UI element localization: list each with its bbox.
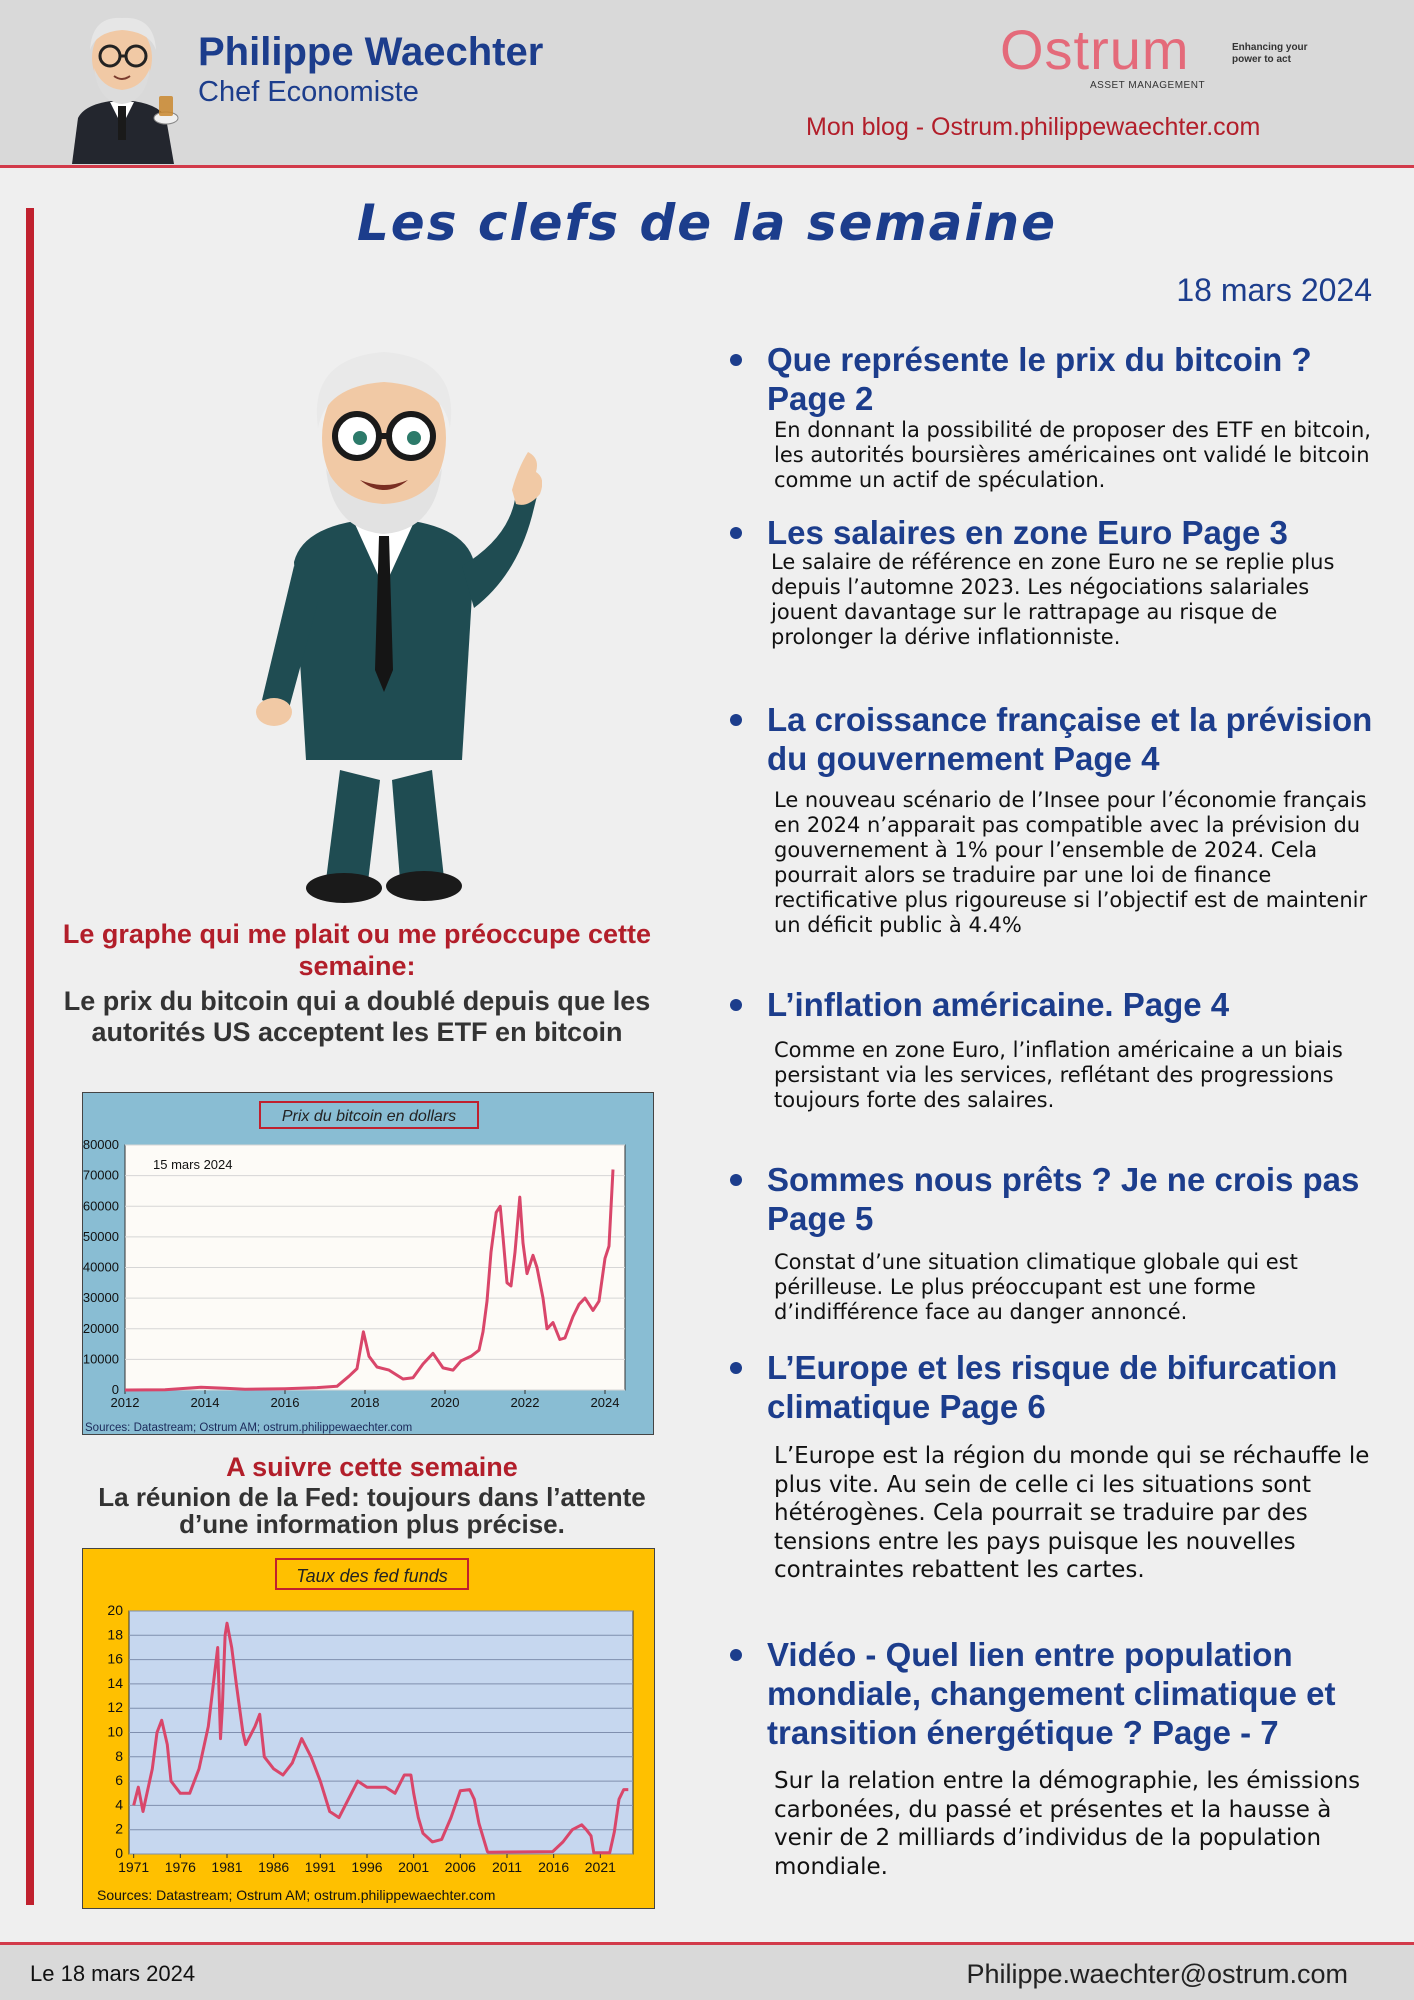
- topic-body: Comme en zone Euro, l’inflation américaine a un biais persistant via les services, reflétant des progressions toujours forte des salaires.: [774, 1038, 1343, 1112]
- x-tick-label: 1981: [211, 1859, 243, 1875]
- issue-date: 18 mars 2024: [1176, 272, 1372, 308]
- topic-body: Le nouveau scénario de l’Insee pour l’économie français en 2024 n’apparait pas compatible avec la prévision du gouvernement à 1% pour l’ensemble de 2024. Cela pourrait alors se traduire par une loi de finance rectificative plus rigoureuse si l’objectif est de maintenir un déficit public à 4.4%: [774, 788, 1368, 937]
- topic-body: L’Europe est la région du monde qui se réchauffe le plus vite. Au sein de celle ci les situations sont hétérogènes. Cela pourrait se traduire par des tensions entre les pays puisque les nouvelles contraintes rebattent les cartes.: [774, 1443, 1370, 1583]
- y-tick-label: 0: [111, 1382, 119, 1397]
- page-title: Les clefs de la semaine: [356, 194, 1058, 252]
- bullet-icon: [730, 1174, 742, 1186]
- topic-body: Constat d’une situation climatique globale qui est périlleuse. Le plus préoccupant est une forme d’indifférence face au danger annoncé.: [774, 1250, 1298, 1324]
- x-tick-label: 1986: [258, 1859, 290, 1875]
- footer-email[interactable]: Philippe.waechter@ostrum.com: [966, 1959, 1348, 1989]
- chart-annotation: 15 mars 2024: [153, 1157, 233, 1172]
- y-tick-label: 10: [107, 1723, 123, 1740]
- bullet-icon: [730, 527, 742, 539]
- bullet-icon: [730, 1362, 742, 1374]
- chart-source: Sources: Datastream; Ostrum AM; ostrum.philippewaechter.com: [85, 1422, 413, 1434]
- x-tick-label: 2011: [491, 1859, 523, 1875]
- graph-section-heading: Le graphe qui me plait ou me préoccupe cette semaine:: [62, 919, 652, 981]
- topic-item-bitcoin: [730, 340, 1380, 500]
- x-tick-label: 2006: [444, 1859, 476, 1875]
- x-tick-label: 2001: [398, 1859, 430, 1875]
- fed-funds-chart: [82, 1548, 655, 1909]
- follow-section-heading: A suivre cette semaine: [226, 1452, 518, 1482]
- topic-title: Vidéo - Quel lien entre population mondiale, changement climatique et transition énergétique ? Page - 7: [767, 1636, 1336, 1751]
- logo-word: Ostrum: [1000, 18, 1190, 81]
- bitcoin-price-chart-canvas: [83, 1093, 655, 1436]
- x-tick-label: 2016: [270, 1395, 300, 1410]
- bullet-icon: [730, 354, 742, 366]
- topic-item-climate-readiness: [730, 1160, 1380, 1330]
- x-tick-label: 2012: [110, 1395, 140, 1410]
- bullet-icon: [730, 999, 742, 1011]
- topic-title: Que représente le prix du bitcoin ? Page 2: [767, 341, 1312, 417]
- topic-item-video: [730, 1635, 1380, 1885]
- graph-section-subheading: Le prix du bitcoin qui a doublé depuis que les autorités US acceptent les ETF en bitcoin: [63, 986, 651, 1047]
- y-tick-label: 40000: [83, 1259, 119, 1275]
- chart-title: Prix du bitcoin en dollars: [281, 1108, 457, 1125]
- x-tick-label: 2024: [590, 1395, 620, 1410]
- y-tick-label: 12: [107, 1699, 123, 1716]
- topic-title: L’inflation américaine. Page 4: [767, 986, 1230, 1023]
- logo-tagline: Enhancing your power to act: [1232, 42, 1308, 65]
- topic-title: Les salaires en zone Euro Page 3: [767, 514, 1288, 551]
- y-tick-label: 80000: [83, 1137, 119, 1152]
- x-tick-label: 2021: [584, 1859, 616, 1875]
- left-accent-bar: [26, 208, 34, 1905]
- topic-title: L’Europe et les risque de bifurcation climatique Page 6: [767, 1349, 1338, 1425]
- chart-source: Sources: Datastream; Ostrum AM; ostrum.philippewaechter.com: [97, 1887, 496, 1903]
- y-tick-label: 70000: [83, 1167, 119, 1183]
- chart-title: Taux des fed funds: [296, 1566, 448, 1586]
- x-tick-label: 2016: [538, 1859, 570, 1875]
- y-tick-label: 50000: [83, 1228, 119, 1244]
- y-tick-label: 10000: [83, 1351, 119, 1367]
- y-tick-label: 20000: [83, 1320, 119, 1336]
- x-tick-label: 1991: [304, 1859, 336, 1875]
- x-tick-label: 1976: [164, 1859, 196, 1875]
- y-tick-label: 18: [107, 1626, 123, 1643]
- y-tick-label: 16: [107, 1650, 123, 1667]
- x-tick-label: 2018: [350, 1395, 380, 1410]
- topic-body: Le salaire de référence en zone Euro ne se replie plus depuis l’automne 2023. Les négociations salariales jouent davantage sur le rattrapage au risque de prolonger la dérive inflationniste.: [771, 550, 1335, 649]
- bullet-icon: [730, 1649, 742, 1661]
- x-tick-label: 1971: [118, 1859, 150, 1875]
- author-role: Chef Economiste: [198, 76, 419, 108]
- topic-title: Sommes nous prêts ? Je ne crois pas Page 5: [767, 1161, 1360, 1237]
- ostrum-logo: [1000, 18, 1320, 94]
- x-tick-label: 2020: [430, 1395, 460, 1410]
- topic-body: En donnant la possibilité de proposer des ETF en bitcoin, les autorités boursières américaines ont validé le bitcoin comme un actif de spéculation.: [774, 418, 1371, 492]
- y-tick-label: 30000: [83, 1290, 119, 1306]
- y-tick-label: 8: [115, 1747, 123, 1764]
- topic-item-french-growth: [730, 700, 1380, 970]
- y-tick-label: 20: [107, 1602, 123, 1618]
- footer-date: Le 18 mars 2024: [30, 1961, 196, 1986]
- bitcoin-price-chart: [82, 1092, 654, 1435]
- author-avatar: [58, 6, 188, 164]
- blog-link[interactable]: Mon blog - Ostrum.philippewaechter.com: [806, 113, 1261, 141]
- author-name: Philippe Waechter: [198, 30, 544, 74]
- y-tick-label: 6: [115, 1772, 123, 1789]
- x-tick-label: 1996: [351, 1859, 383, 1875]
- y-tick-label: 60000: [83, 1198, 119, 1214]
- x-tick-label: 2014: [190, 1395, 220, 1410]
- topic-item-euro-wages: [730, 513, 1380, 683]
- y-tick-label: 4: [115, 1796, 123, 1813]
- topic-item-us-inflation: [730, 985, 1380, 1115]
- topic-title: La croissance française et la prévision du gouvernement Page 4: [767, 701, 1373, 777]
- page-footer: [0, 1942, 1414, 2000]
- y-tick-label: 0: [115, 1845, 123, 1861]
- economist-mascot-illustration: [222, 340, 542, 910]
- page-header: [0, 0, 1414, 168]
- x-tick-label: 2022: [510, 1395, 540, 1410]
- bullet-icon: [730, 714, 742, 726]
- fed-funds-chart-canvas: [83, 1549, 656, 1910]
- topic-item-europe-climate: [730, 1348, 1380, 1618]
- logo-subtitle: ASSET MANAGEMENT: [1090, 80, 1206, 91]
- y-tick-label: 14: [107, 1674, 123, 1691]
- y-tick-label: 2: [115, 1820, 123, 1837]
- topic-body: Sur la relation entre la démographie, les émissions carbonées, du passé et présentes et la hausse à venir de 2 milliards d’individus de la population mondiale.: [774, 1768, 1361, 1880]
- follow-section-subheading: La réunion de la Fed: toujours dans l’attente d’une information plus précise.: [98, 1482, 646, 1539]
